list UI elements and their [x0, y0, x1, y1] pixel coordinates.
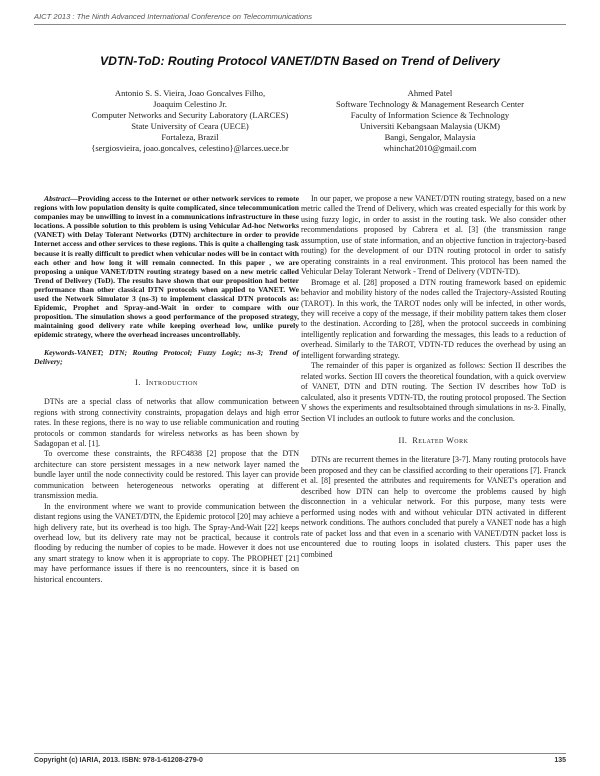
- abstract-label: Abstract: [44, 194, 71, 203]
- paragraph: Bromage et al. [28] proposed a DTN routing framework based on epidemic behavior and mobility history of the nodes called the Trajectory-Assisted Routing (TAROT). In this work, the TAROT nodes only will be infected, in other words, they will receive a copy of the message, if their mobility pattern takes them closer to the destination. According to [28], when the protocol succeeds in combining intelligently replication and forwarding the messages, this leads to a reduction of overhead. Similarly to the TAROT, VDTN-TD reduces the overhead by using an intelligent forwarding strategy.: [301, 277, 566, 360]
- author-line: Faculty of Information Science & Technology: [350, 109, 510, 120]
- author-line: Software Technology & Management Research Center: [335, 98, 524, 109]
- paragraph: DTNs are recurrent themes in the literature [3-7]. Many routing protocols have been proposed and they can be classified according to their operations [7]. Franck et al. [8] presented the attributes and requirements for VANET's operation and described how DTN can help to overcome the problems caused by high disconnection in a vehicular network. For this purpose, many tests were performed using nodes with and without vehicular DTN activated in different network conditions. The authors concluded that purely a VANET node has a high rate of packet loss and that even in a scenario with VANET/DTN packet loss is encountered due to routing loops in isolated clusters. This paper uses the combined: [301, 455, 566, 559]
- paragraph: In our paper, we propose a new VANET/DTN routing strategy, based on a new metric called the Trend of Delivery, which was created especially for this work by using fuzzy logic, in order to assist in the routing task. We also consider other recommendations proposed by Cabrera et al. [3] (the transmission range assumption, use of state information, and an objective function in trajectory-based routing) for the development of our DTN routing protocol in order to satisfy operating constraints in a real environment. This protocol has been named the Vehicular Delay Tolerant Network - Trend of Delivery (VDTN-TD).: [301, 194, 566, 277]
- abstract: [34, 194, 299, 340]
- author-line: Ahmed Patel: [407, 88, 453, 98]
- author-email: whinchat2010@gmail.com: [383, 142, 477, 153]
- paper-title: VDTN-ToD: Routing Protocol VANET/DTN Based on Trend of Delivery: [100, 54, 500, 68]
- abstract-text: —Providing access to the Internet or other network services to remote regions with low population density is quite complicated, since telecommunication companies may be unwilling to invest in a communications infrastructure in these locations. A possible solution to this problem is using Vehicular Ad-hoc Networks (VANET) with Delay Tolerant Networks (DTN) architecture in order to provide Internet access and other services to these regions. This is quite a challenging task because it is really difficult to predict when vehicular nodes will be in contact with each other and how long it will remain connected. In this paper , we are proposing a unique VANET/DTN routing strategy based on a new metric called Trend of Delivery (ToD). The results have shown that our proposition had better performance than other classical DTN protocols when applied to VANET. We used the Network Simulator 3 (ns-3) to implement classical DTN protocols as: Epidemic, Prophet and Spray-and-Wait in order to compare with our proposition. The simulation shows a good performance of the proposed strategy, maintaining good delivery rate while keeping overhead low, unlike purely epidemic strategy, where the overhead increases uncontrollably.: [34, 194, 299, 340]
- paragraph: In the environment where we want to provide communication between the distant regions using the VANET/DTN, the Epidemic protocol [20] may achieve a high delivery rate, but its overhead is too high. The Spray-And-Wait [22] keeps overhead low, but its delivery rate may not be practical, because it controls flooding by reducing the number of copies to be made. However it does not use any smart strategy to know when it is appropriate to copy. The PROPHET [21] may have performance issues if there is no reencounters, since it is based on historical encounters.: [34, 501, 299, 584]
- section-heading-introduction: [34, 378, 299, 388]
- author-block-left: [70, 88, 310, 153]
- author-line: Joaquim Celestino Jr.: [153, 98, 227, 109]
- page-number: 135: [554, 757, 566, 764]
- author-block-right: [300, 88, 560, 153]
- keywords: Keywords-VANET; DTN; Routing Protocol; Fuzzy Logic; ns-3; Trend of Delivery;: [34, 347, 299, 366]
- section-title: Introduction: [145, 377, 198, 387]
- paragraph: DTNs are a special class of networks that allow communication between regions with strong connectivity constraints, propagation delays and high error rates. In these regions, there is no way to use reliable communication and routing protocols or common standards for wireless networks as has been shown by Sadagopan et al. [1].: [34, 397, 299, 448]
- footer-copyright: Copyright (c) IARIA, 2013. ISBN: 978-1-61208-279-0: [34, 757, 203, 764]
- author-line: Antonio S. S. Vieira, Joao Goncalves Filho,: [114, 88, 266, 98]
- author-line: Universiti Kebangsaan Malaysia (UKM): [359, 120, 501, 131]
- paragraph: The remainder of this paper is organized as follows: Section II describes the related works. Section III covers the theoretical foundation, with a quick overview of VANET, DTN and DTN routing. The Section IV describes how ToD is calculated, also it presents VDTN-TD, the routing protocol proposed. The Section V shows the experiments and resultsobtained through simulations in ns-3. Finally, Section VI includes an outlook to future works and the conclusion.: [301, 361, 566, 423]
- section-title: Related Work: [412, 435, 469, 445]
- left-column: [34, 194, 299, 585]
- section-numeral: I.: [135, 377, 141, 387]
- author-line: State University of Ceara (UECE): [131, 120, 249, 131]
- paragraph: To overcome these constraints, the RFC4838 [2] propose that the DTN architecture can store persistent messages in a new network layer named the bundle layer until the node connectivity could be restored. This layer can provide communication between heterogeneous networks operating at different transmission media.: [34, 449, 299, 501]
- section-numeral: II.: [398, 435, 408, 445]
- section-heading-related-work: [301, 436, 566, 446]
- right-column: [301, 194, 566, 560]
- author-line: Fortaleza, Brazil: [161, 131, 219, 142]
- conference-header: AICT 2013 : The Ninth Advanced International Conference on Telecommunications: [34, 12, 313, 21]
- footer-divider: [34, 753, 566, 754]
- header-divider: [34, 24, 566, 25]
- author-emails: {sergiosvieira, joao.goncalves, celestino}@larces.uece.br: [91, 142, 289, 153]
- author-line: Computer Networks and Security Laboratory (LARCES): [91, 109, 289, 120]
- author-line: Bangi, Sengalor, Malaysia: [384, 131, 476, 142]
